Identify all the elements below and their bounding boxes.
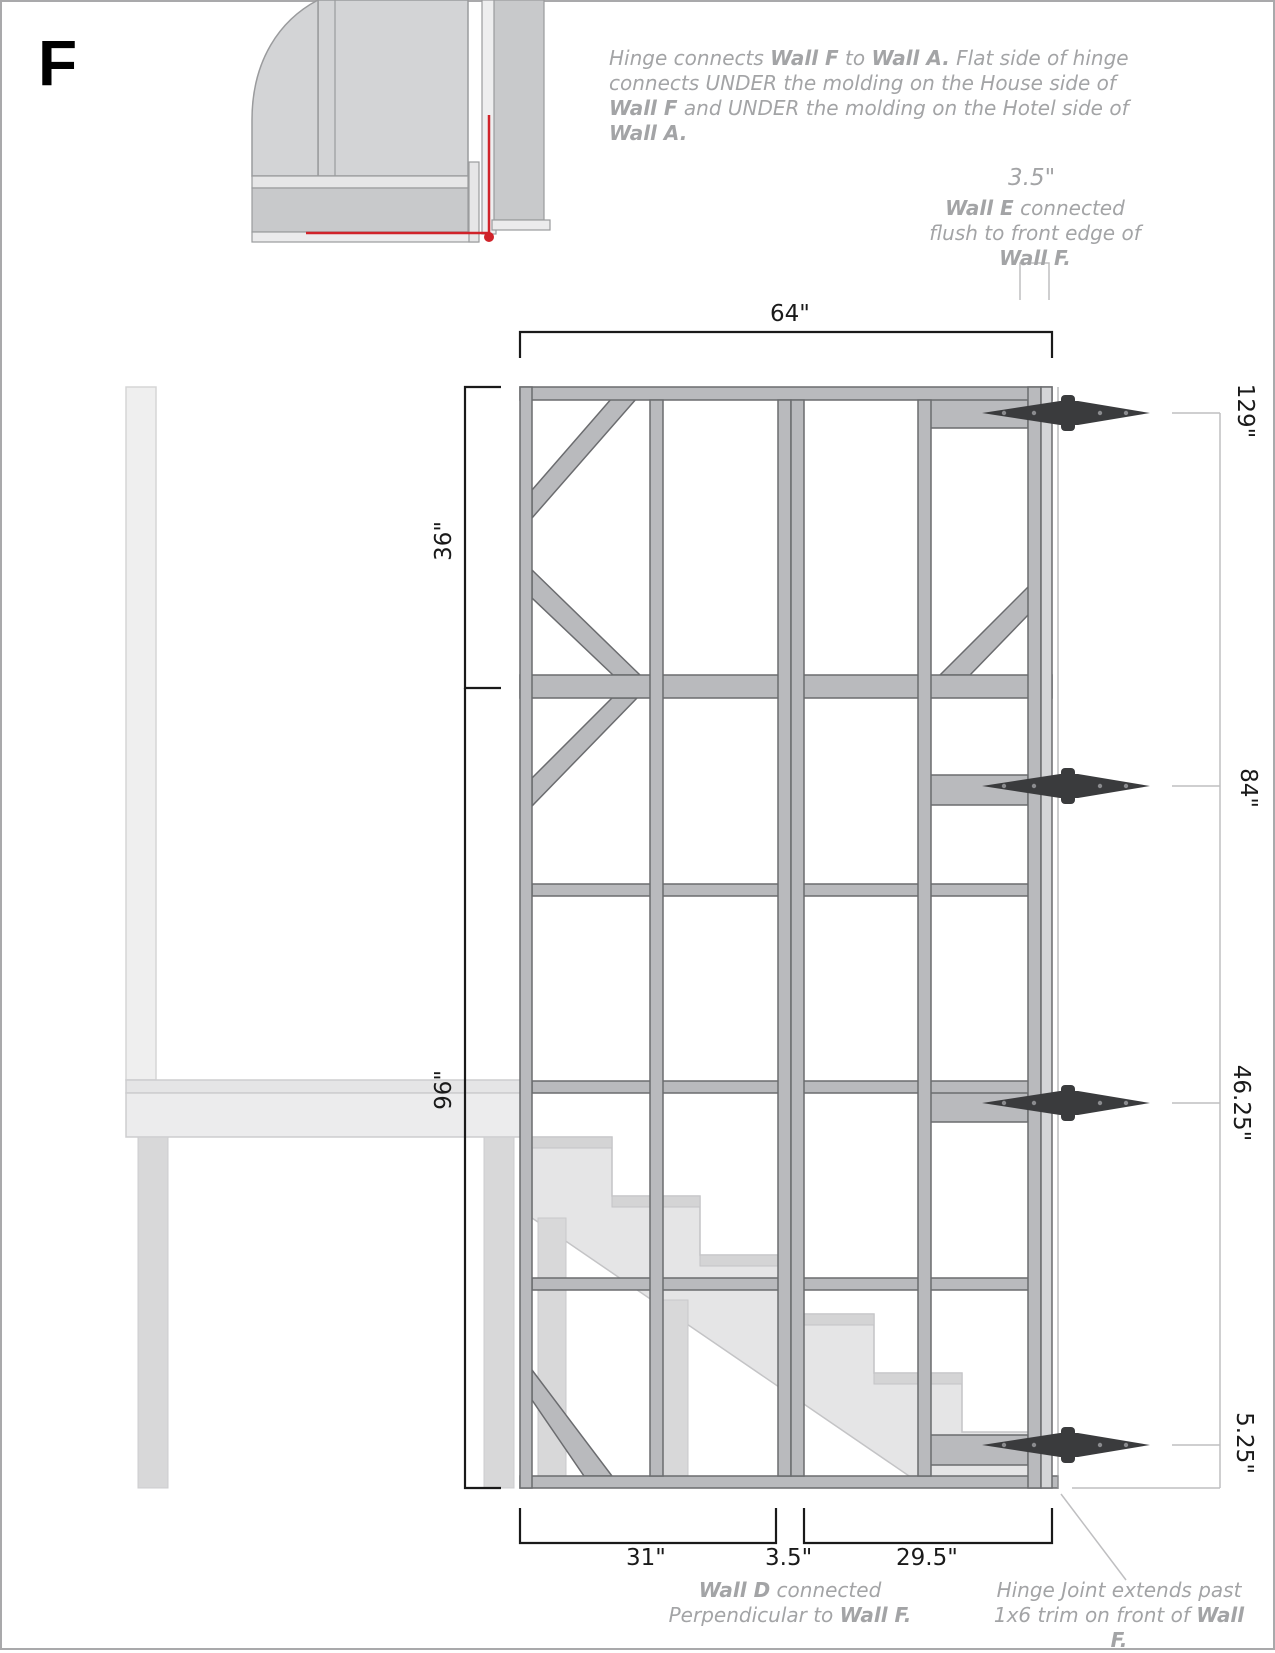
top-plate bbox=[520, 387, 1052, 400]
hinge-screw bbox=[1098, 784, 1102, 788]
hinge-pivot-dot bbox=[484, 232, 494, 242]
ghost-leg-left bbox=[138, 1137, 168, 1488]
hinge-screw bbox=[1098, 1101, 1102, 1105]
front-trim bbox=[1041, 387, 1052, 1488]
ghost-stair-post-2 bbox=[660, 1300, 688, 1488]
hinge-screw bbox=[1124, 411, 1128, 415]
hinge-screw bbox=[1098, 411, 1102, 415]
brace-top-left-upper bbox=[532, 398, 637, 518]
inset-vertical-post bbox=[469, 162, 479, 242]
inset-base-block bbox=[252, 188, 468, 232]
dim-bottom-mid-label: 3.5" bbox=[765, 1545, 813, 1571]
note-run: Wall A. bbox=[609, 121, 688, 145]
hinge-screw bbox=[1032, 411, 1036, 415]
hinge-screw bbox=[1002, 411, 1006, 415]
curved-wall-arc bbox=[252, 0, 318, 176]
note-run: to bbox=[838, 46, 872, 70]
hinge-joint-note bbox=[985, 1578, 1253, 1653]
note-run: Wall F. bbox=[999, 246, 1071, 270]
stud-3 bbox=[918, 400, 931, 1476]
wall-e-note bbox=[920, 196, 1150, 271]
note-run: Hinge Joint extends past 1x6 trim on front of bbox=[993, 1578, 1242, 1627]
note-run: Hinge connects bbox=[609, 46, 771, 70]
hinge-note bbox=[609, 46, 1169, 146]
dim-bottom-left-label: 31" bbox=[626, 1545, 666, 1571]
stud-center-b bbox=[791, 400, 804, 1476]
panel-letter: F bbox=[38, 27, 78, 99]
hinge-screw bbox=[1032, 784, 1036, 788]
hinge-screw bbox=[1002, 1443, 1006, 1447]
ghost-leg-right bbox=[484, 1137, 514, 1488]
stud-center-a bbox=[778, 400, 791, 1476]
dim-line-bottom-right bbox=[804, 1508, 1052, 1543]
brace-top-left-lower bbox=[532, 570, 640, 675]
inset-wall-a bbox=[494, 0, 544, 220]
hinge-screw bbox=[1124, 1101, 1128, 1105]
stud-left-end bbox=[520, 387, 532, 1488]
brace-top-right bbox=[940, 585, 1030, 675]
note-run: and UNDER the molding on the Hotel side of bbox=[677, 96, 1129, 120]
note-run: Wall F bbox=[770, 46, 839, 70]
dim-width-top-label: 64" bbox=[770, 301, 810, 327]
note-run: Wall A. bbox=[871, 46, 950, 70]
dim-line-width-top bbox=[520, 332, 1052, 358]
note-run: connected Perpendicular to bbox=[668, 1578, 882, 1627]
inset-base-strip bbox=[252, 176, 468, 188]
hinge-joint-leader bbox=[1061, 1494, 1126, 1580]
dim-hinge-1-label: 129" bbox=[1232, 383, 1259, 439]
wall-e-dimension: 3.5" bbox=[1008, 165, 1056, 191]
dim-hinge-3-label: 46.25" bbox=[1228, 1064, 1255, 1142]
ghost-platform-fascia bbox=[126, 1093, 521, 1137]
hinge-screw bbox=[1032, 1443, 1036, 1447]
hinge-block-4 bbox=[930, 1435, 1028, 1465]
curved-wall-piece bbox=[318, 0, 468, 176]
dim-hinge-4-label: 5.25" bbox=[1230, 1412, 1257, 1474]
background-ghost-structure bbox=[126, 387, 1030, 1488]
dim-line-height-upper bbox=[465, 387, 501, 688]
note-run: Wall E bbox=[945, 196, 1014, 220]
dim-height-upper-label: 36" bbox=[430, 521, 457, 561]
ghost-platform-top bbox=[126, 1080, 521, 1093]
note-run: Wall F. bbox=[1110, 1603, 1245, 1652]
hinge-screw bbox=[1002, 1101, 1006, 1105]
dim-line-bottom-left bbox=[520, 1508, 776, 1543]
hinge-knuckle bbox=[1061, 395, 1075, 431]
hinge-screw bbox=[1098, 1443, 1102, 1447]
bottom-plate bbox=[520, 1476, 1058, 1488]
dim-height-lower-label: 96" bbox=[430, 1070, 457, 1110]
stud-right-end bbox=[1028, 387, 1041, 1488]
hinge-knuckle bbox=[1061, 768, 1075, 804]
hinges bbox=[982, 395, 1150, 1463]
hinge-screw bbox=[1032, 1101, 1036, 1105]
inset-wall-a-trim bbox=[492, 220, 550, 230]
wall-d-note bbox=[665, 1578, 915, 1628]
hinge-knuckle bbox=[1061, 1427, 1075, 1463]
corner-detail-inset bbox=[252, 0, 550, 242]
note-run: Wall F. bbox=[839, 1603, 912, 1627]
wall-f-frame bbox=[520, 387, 1058, 1488]
note-run: Wall D bbox=[698, 1578, 771, 1602]
hinge-screw bbox=[1124, 1443, 1128, 1447]
hinge-screw bbox=[1002, 784, 1006, 788]
brace-mid-left bbox=[532, 698, 637, 806]
note-run: connected flush to front edge of bbox=[929, 196, 1141, 245]
note-run: Flat side of hinge connects UNDER the molding on the House side of bbox=[609, 46, 1129, 95]
ghost-column bbox=[126, 387, 156, 1080]
ghost-stair-post-1 bbox=[538, 1218, 566, 1488]
note-run: Wall F bbox=[609, 96, 678, 120]
hinge-screw bbox=[1124, 784, 1128, 788]
dim-bottom-right-label: 29.5" bbox=[896, 1545, 958, 1571]
stud-1 bbox=[650, 400, 663, 1476]
dim-hinge-2-label: 84" bbox=[1234, 768, 1261, 808]
hinge-knuckle bbox=[1061, 1085, 1075, 1121]
